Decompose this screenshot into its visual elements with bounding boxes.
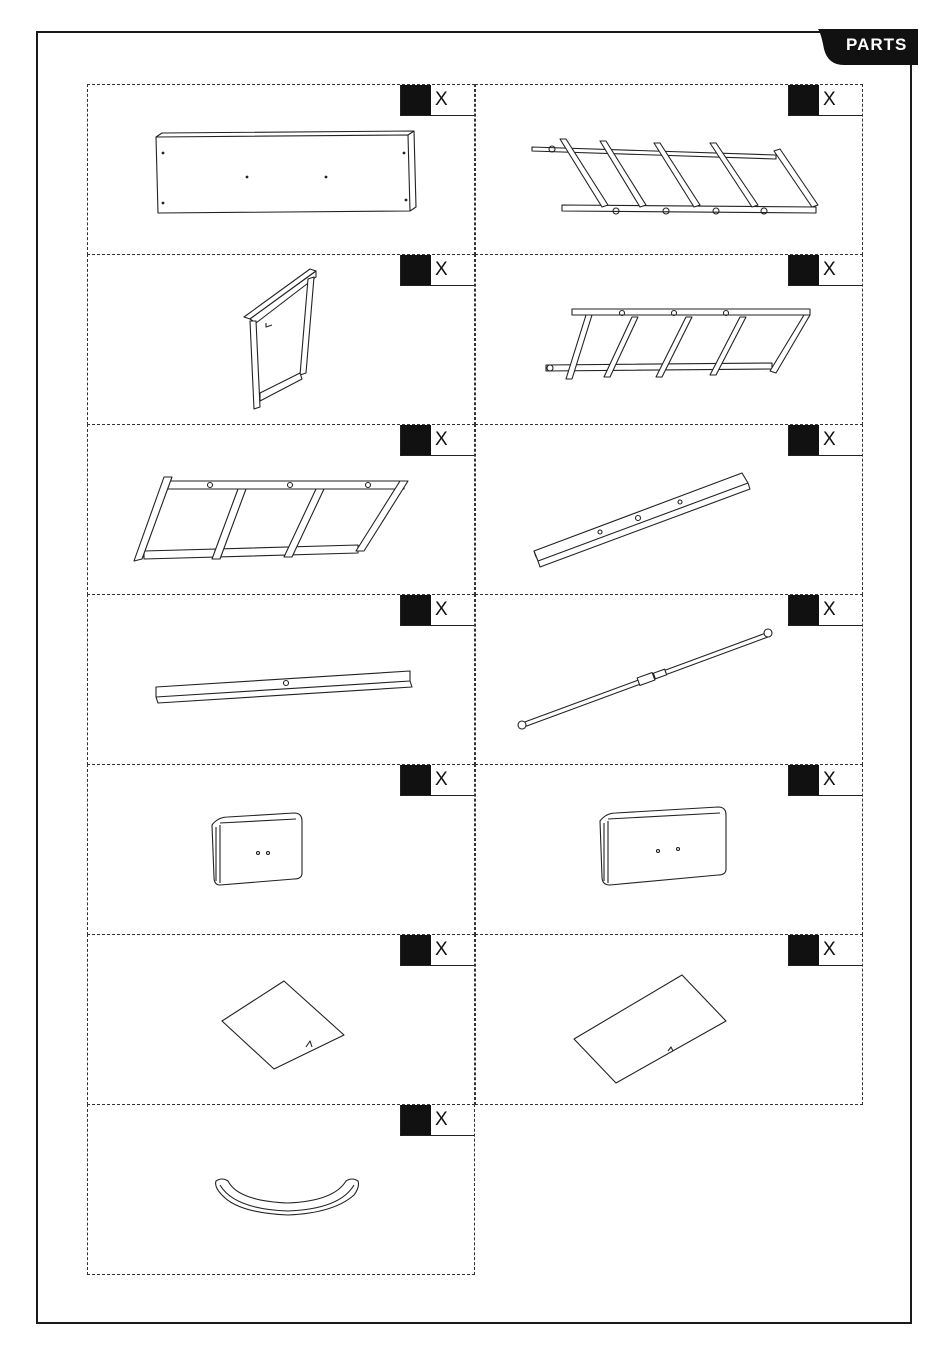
quantity-box bbox=[401, 425, 431, 455]
part-cell-8 bbox=[475, 594, 863, 765]
quantity-badge bbox=[788, 935, 862, 966]
part-cell-9 bbox=[87, 764, 475, 935]
quantity-box bbox=[789, 425, 819, 455]
part-cell-6 bbox=[475, 424, 863, 595]
quantity-badge bbox=[788, 595, 862, 626]
quantity-box bbox=[401, 85, 431, 115]
quantity-box bbox=[789, 935, 819, 965]
part-cell-7 bbox=[87, 594, 475, 765]
quantity-badge bbox=[400, 85, 474, 116]
quantity-label: X bbox=[823, 769, 836, 790]
quantity-badge bbox=[400, 1105, 474, 1136]
quantity-badge bbox=[400, 595, 474, 626]
quantity-label: X bbox=[435, 769, 448, 790]
part-cell-2 bbox=[475, 84, 863, 255]
quantity-box bbox=[789, 595, 819, 625]
parts-title: PARTS bbox=[846, 35, 908, 54]
part-cell-11 bbox=[87, 934, 475, 1105]
quantity-label: X bbox=[823, 89, 836, 110]
quantity-label: X bbox=[435, 939, 448, 960]
part-cell-10 bbox=[475, 764, 863, 935]
quantity-badge bbox=[400, 425, 474, 456]
part-cell-12 bbox=[475, 934, 863, 1105]
quantity-box bbox=[401, 1105, 431, 1135]
quantity-label: X bbox=[823, 939, 836, 960]
quantity-label: X bbox=[435, 89, 448, 110]
quantity-label: X bbox=[435, 429, 448, 450]
quantity-box bbox=[401, 595, 431, 625]
quantity-label: X bbox=[823, 429, 836, 450]
quantity-box bbox=[401, 935, 431, 965]
quantity-box bbox=[401, 765, 431, 795]
quantity-badge bbox=[788, 255, 862, 286]
quantity-badge bbox=[788, 425, 862, 456]
part-cell-13 bbox=[87, 1104, 475, 1275]
part-cell-3 bbox=[87, 254, 475, 425]
quantity-badge bbox=[400, 935, 474, 966]
quantity-badge bbox=[788, 765, 862, 796]
quantity-label: X bbox=[435, 599, 448, 620]
quantity-label: X bbox=[823, 599, 836, 620]
quantity-box bbox=[401, 255, 431, 285]
quantity-box bbox=[789, 255, 819, 285]
quantity-badge bbox=[400, 765, 474, 796]
quantity-box bbox=[789, 765, 819, 795]
quantity-box bbox=[789, 85, 819, 115]
quantity-badge bbox=[400, 255, 474, 286]
part-cell-1 bbox=[87, 84, 475, 255]
part-cell-4 bbox=[475, 254, 863, 425]
part-cell-5 bbox=[87, 424, 475, 595]
parts-tab bbox=[818, 29, 918, 65]
quantity-label: X bbox=[823, 259, 836, 280]
quantity-label: X bbox=[435, 1109, 448, 1130]
quantity-label: X bbox=[435, 259, 448, 280]
quantity-badge bbox=[788, 85, 862, 116]
